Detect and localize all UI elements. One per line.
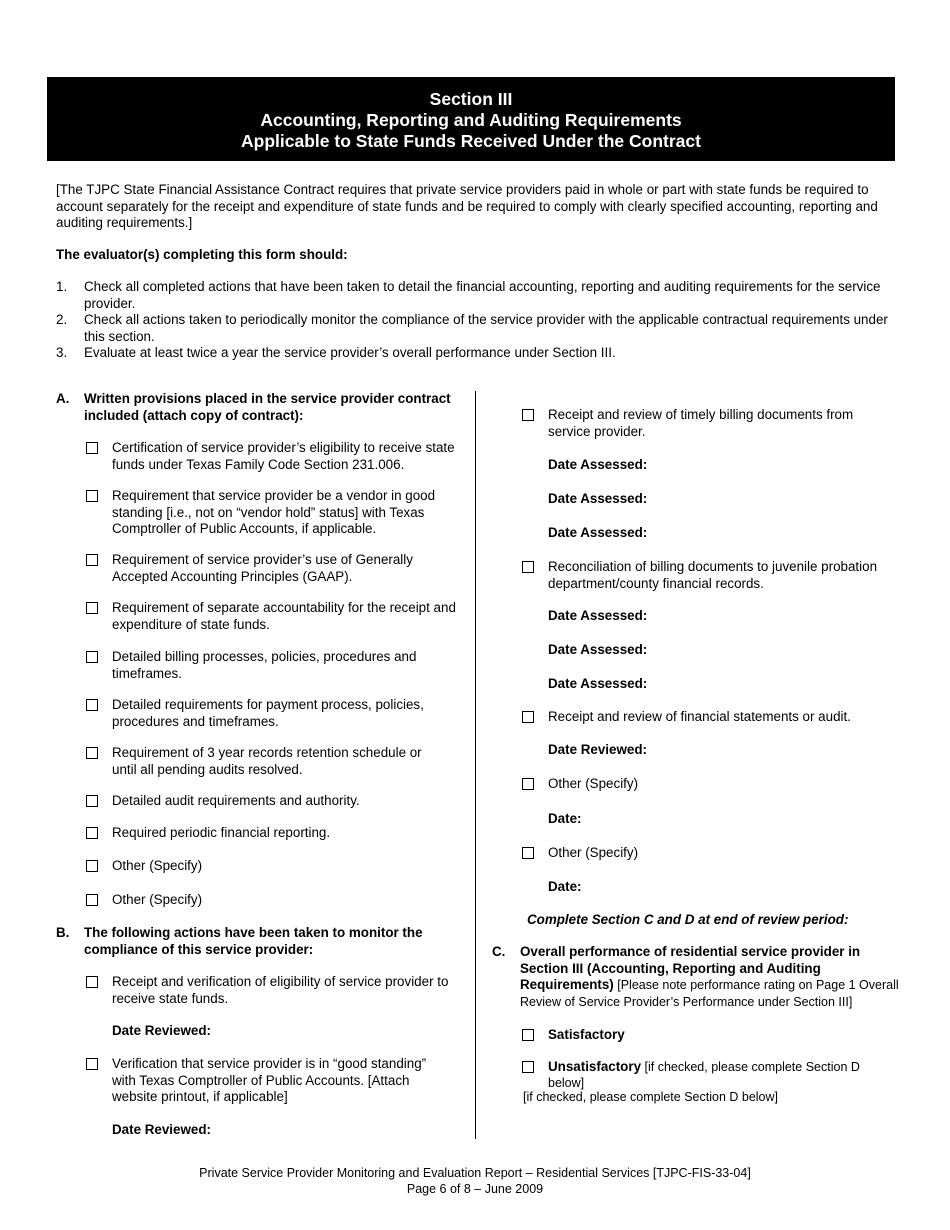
checkbox-label: Other (Specify) — [112, 892, 203, 907]
checkbox-vendor-good-standing[interactable] — [86, 490, 98, 502]
step-number: 2. — [56, 312, 68, 327]
checkbox-billing-documents[interactable] — [522, 409, 534, 421]
page-footer — [0, 1166, 950, 1197]
section-c-title-note: [Please note performance rating on Page 1 Overall Review of Service Provider’s Performance under Section III] — [520, 978, 899, 1009]
checkbox-label: Receipt and review of financial statements or audit. — [548, 709, 851, 724]
checkbox-label: Requirement of separate accountability for the receipt and expenditure of state funds. — [112, 600, 456, 632]
checkbox-label: Reconciliation of billing documents to juvenile probation department/county financial records. — [548, 559, 878, 591]
checkbox-gaap[interactable] — [86, 554, 98, 566]
step-number: 1. — [56, 279, 68, 294]
checkbox-label: Receipt and verification of eligibility of service provider to receive state funds. — [112, 974, 449, 1006]
checkbox-label: Certification of service provider’s eligibility to receive state funds under Texas Family Code Section 231.006. — [112, 440, 455, 472]
section-b-heading — [56, 925, 456, 958]
checkbox-good-standing-verification[interactable] — [86, 1058, 98, 1070]
section-c-title — [520, 944, 902, 1010]
instruction-step — [56, 279, 896, 312]
date-reviewed-label: Date Reviewed: — [112, 1122, 211, 1137]
date-reviewed-label: Date Reviewed: — [112, 1023, 211, 1038]
section-c-heading — [492, 944, 902, 1010]
section-number: Section III — [429, 89, 513, 109]
section-b-title: The following actions have been taken to monitor the compliance of this service provider: — [84, 925, 423, 957]
checkbox-satisfactory[interactable] — [522, 1029, 534, 1041]
evaluator-instructions-heading: The evaluator(s) completing this form should: — [56, 247, 348, 262]
checkbox-other-a1[interactable] — [86, 860, 98, 872]
checkbox-label: Other (Specify) — [112, 858, 203, 873]
checkbox-other-b2[interactable] — [522, 847, 534, 859]
step-text: Check all actions taken to periodically monitor the compliance of the service provider with the applicable contractual requirements under this section. — [84, 312, 888, 344]
section-a-letter: A. — [56, 391, 70, 406]
checkbox-label: Detailed billing processes, policies, procedures and timeframes. — [112, 649, 417, 681]
checkbox-reconciliation[interactable] — [522, 561, 534, 573]
checkbox-billing-processes[interactable] — [86, 651, 98, 663]
section-c-letter: C. — [492, 944, 506, 959]
section-subtitle: Applicable to State Funds Received Under the Contract — [241, 131, 701, 151]
section-b-letter: B. — [56, 925, 70, 940]
checkbox-label: Other (Specify) — [548, 776, 639, 791]
section-header-banner — [47, 77, 895, 161]
checkbox-label: Required periodic financial reporting. — [112, 825, 331, 840]
date-assessed-label: Date Assessed: — [548, 608, 648, 623]
checkbox-label: Other (Specify) — [548, 845, 639, 860]
unsatisfactory-note: [if checked, please complete Section D below] — [548, 1060, 860, 1090]
step-text: Evaluate at least twice a year the service provider’s overall performance under Section III. — [84, 345, 616, 360]
section-d-note: [if checked, please complete Section D below] — [523, 1090, 778, 1104]
checkbox-payment-process[interactable] — [86, 699, 98, 711]
checkbox-eligibility-verification[interactable] — [86, 976, 98, 988]
checkbox-label: Detailed audit requirements and authority. — [112, 793, 360, 808]
section-c-title-bold: Overall performance of residential service provider in Section III (Accounting, Reporting and Auditing Requirements) — [520, 944, 861, 992]
instruction-step — [56, 345, 896, 362]
section-a-heading — [56, 391, 456, 424]
date-assessed-label: Date Assessed: — [548, 642, 648, 657]
date-reviewed-label: Date Reviewed: — [548, 742, 647, 757]
checkbox-financial-statements[interactable] — [522, 711, 534, 723]
step-number: 3. — [56, 345, 68, 360]
date-assessed-label: Date Assessed: — [548, 457, 648, 472]
instruction-step — [56, 312, 896, 345]
date-assessed-label: Date Assessed: — [548, 525, 648, 540]
date-assessed-label: Date Assessed: — [548, 491, 648, 506]
checkbox-label: Receipt and review of timely billing documents from service provider. — [548, 407, 854, 439]
checkbox-periodic-reporting[interactable] — [86, 827, 98, 839]
checkbox-records-retention[interactable] — [86, 747, 98, 759]
footer-report-title: Private Service Provider Monitoring and Evaluation Report – Residential Services [TJPC-FIS-33-04] — [199, 1166, 751, 1180]
checkbox-label: Detailed requirements for payment process, policies, procedures and timeframes. — [112, 697, 424, 729]
checkbox-separate-accountability[interactable] — [86, 602, 98, 614]
column-divider — [475, 391, 476, 1139]
date-assessed-label: Date Assessed: — [548, 676, 648, 691]
section-a-title: Written provisions placed in the service provider contract included (attach copy of contract): — [84, 391, 451, 423]
date-label: Date: — [548, 811, 582, 826]
step-text: Check all completed actions that have been taken to detail the financial accounting, reporting and auditing requirements for the service provider. — [84, 279, 881, 311]
section-title: Accounting, Reporting and Auditing Requirements — [260, 110, 682, 130]
checkbox-label: Requirement of 3 year records retention schedule or until all pending audits resolved. — [112, 745, 422, 777]
checkbox-label: Verification that service provider is in “good standing” with Texas Comptroller of Public Accounts. [Attach website printout, if applicable] — [112, 1056, 427, 1104]
intro-paragraph: [The TJPC State Financial Assistance Contract requires that private service providers paid in whole or part with state funds be required to account separately for the receipt and expenditure of state funds and be required to comply with clearly specified accounting, reporting and auditing requirements.] — [56, 182, 878, 230]
checkbox-other-b1[interactable] — [522, 778, 534, 790]
checkbox-label: Requirement that service provider be a vendor in good standing [i.e., not on “vendor hold” status] with Texas Comptroller of Public Accounts, if applicable. — [112, 488, 436, 536]
unsatisfactory-label — [548, 1059, 878, 1091]
instruction-steps — [56, 279, 896, 362]
complete-sections-note: Complete Section C and D at end of review period: — [527, 912, 849, 927]
checkbox-unsatisfactory[interactable] — [522, 1061, 534, 1073]
checkbox-label: Requirement of service provider’s use of Generally Accepted Accounting Principles (GAAP). — [112, 552, 413, 584]
checkbox-eligibility-certification[interactable] — [86, 442, 98, 454]
date-label: Date: — [548, 879, 582, 894]
unsatisfactory-text: Unsatisfactory — [548, 1059, 642, 1074]
checkbox-other-a2[interactable] — [86, 894, 98, 906]
satisfactory-label: Satisfactory — [548, 1027, 625, 1042]
footer-page-number: Page 6 of 8 – June 2009 — [406, 1181, 544, 1196]
checkbox-audit-requirements[interactable] — [86, 795, 98, 807]
